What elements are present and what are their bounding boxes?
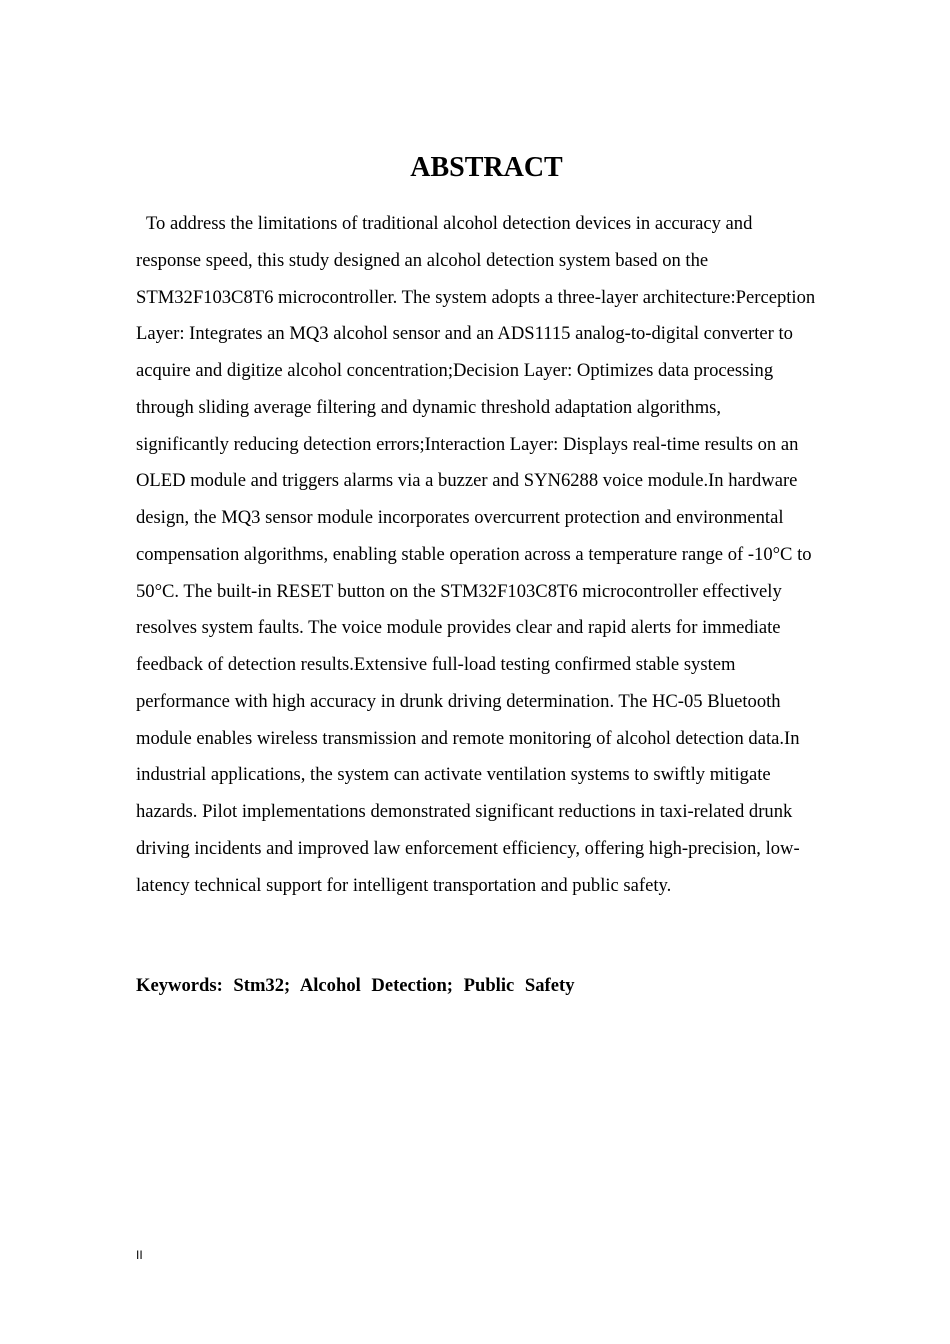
abstract-line: OLED module and triggers alarms via a buzzer and SYN6288 voice module.In hardware	[136, 470, 798, 492]
abstract-line: performance with high accuracy in drunk driving determination. The HC-05 Bluetooth	[136, 690, 781, 712]
abstract-line: industrial applications, the system can activate ventilation systems to swiftly mitigate	[136, 764, 771, 786]
abstract-body	[136, 206, 836, 904]
abstract-line: acquire and digitize alcohol concentration;Decision Layer: Optimizes data processing	[136, 360, 774, 381]
abstract-line: module enables wireless transmission and remote monitoring of alcohol detection data.In	[136, 727, 800, 749]
abstract-line: 50°C. The built-in RESET button on the STM32F103C8T6 microcontroller effectively	[136, 580, 782, 602]
abstract-line: hazards. Pilot implementations demonstrated significant reductions in taxi-related drunk	[136, 801, 793, 822]
abstract-line: significantly reducing detection errors;Interaction Layer: Displays real-time results on an	[136, 433, 799, 455]
abstract-title: ABSTRACT	[410, 152, 563, 183]
abstract-line: design, the MQ3 sensor module incorporates overcurrent protection and environmental	[136, 507, 784, 528]
abstract-line: resolves system faults. The voice module provides clear and rapid alerts for immediate	[136, 617, 781, 639]
keywords: Keywords: Stm32; Alcohol Detection; Public Safety	[136, 975, 575, 996]
abstract-line: Layer: Integrates an MQ3 alcohol sensor and an ADS1115 analog-to-digital converter to	[136, 323, 793, 345]
abstract-line: To address the limitations of traditional alcohol detection devices in accuracy and	[146, 213, 753, 234]
abstract-line: through sliding average filtering and dynamic threshold adaptation algorithms,	[136, 396, 722, 418]
abstract-line: latency technical support for intelligent transportation and public safety.	[136, 874, 672, 896]
abstract-line: response speed, this study designed an alcohol detection system based on the	[136, 249, 709, 271]
abstract-line: feedback of detection results.Extensive full-load testing confirmed stable system	[136, 654, 736, 675]
page-number: II	[136, 1248, 143, 1262]
abstract-line: STM32F103C8T6 microcontroller. The system adopts a three-layer architecture:Perception	[136, 286, 816, 308]
abstract-line: driving incidents and improved law enforcement efficiency, offering high-precision, low-	[136, 837, 800, 859]
abstract-line: compensation algorithms, enabling stable operation across a temperature range of -10°C to	[136, 543, 812, 565]
